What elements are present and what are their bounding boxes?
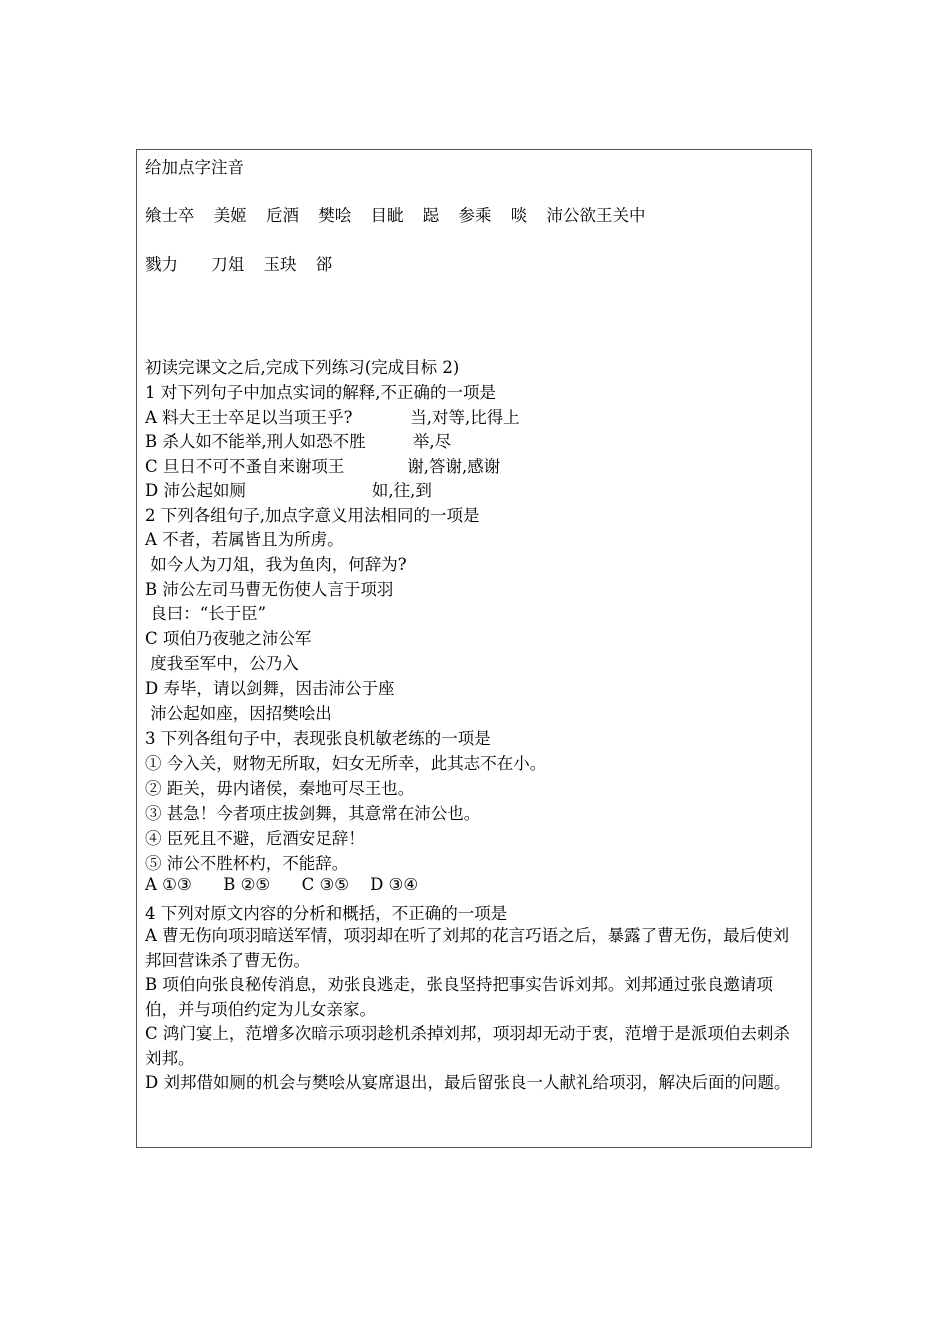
pinyin-row-2 [145, 251, 805, 275]
word: 郤 [315, 255, 333, 274]
text-line: ② 距关，毋内诸侯，秦地可尽王也。 [145, 779, 415, 798]
text-line: C 旦日不可不蚤自来谢项王 谢,答谢,感谢 [145, 457, 501, 476]
text-line: ① 今入关，财物无所取，妇女无所幸，此其志不在小。 [145, 754, 547, 773]
word: 刀俎 [211, 255, 245, 274]
text-line: 1 对下列句子中加点实词的解释,不正确的一项是 [145, 383, 496, 402]
word: 美姬 [213, 206, 247, 225]
word: 戮力 [145, 255, 178, 274]
text-line: ⑤ 沛公不胜杯杓，不能辞。 [145, 854, 349, 873]
text-line: A 料大王士卒足以当项王乎? 当,对等,比得上 [145, 408, 520, 427]
word: 啖 [510, 206, 528, 225]
text-line: 沛公起如座，因招樊哙出 [145, 704, 332, 723]
text-line: 度我至军中，公乃入 [145, 654, 299, 673]
option-paragraph: D 刘邦借如厕的机会与樊哙从宴席退出，最后留张良一人献礼给项羽，解决后面的问题。 [145, 1073, 791, 1092]
text-line: B 杀人如不能举,刑人如恐不胜 举,尽 [145, 432, 452, 451]
word: 卮酒 [266, 206, 299, 225]
pinyin-row-1 [145, 202, 805, 226]
word: 沛公欲王关中 [546, 206, 646, 225]
word: 目眦 [370, 206, 404, 225]
word: 跽 [422, 206, 440, 225]
text-line: B 沛公左司马曹无伤使人言于项羽 [145, 580, 394, 599]
option-paragraph: C 鸿门宴上，范增多次暗示项羽趁机杀掉刘邦，项羽却无动于衷，范增于是派项伯去刺杀刘邦。 [145, 1024, 790, 1068]
text-line: D 寿毕，请以剑舞，因击沛公于座 [145, 679, 395, 698]
option-paragraph: B 项伯向张良秘传消息，劝张良逃走，张良坚持把事实告诉刘邦。刘邦通过张良邀请项伯，并与项伯约定为儿女亲家。 [145, 975, 773, 1019]
option-paragraph: A 曹无伤向项羽暗送军情，项羽却在听了刘邦的花言巧语之后，暴露了曹无伤，最后使刘邦回营诛杀了曹无伤。 [145, 926, 790, 970]
text-line: 如今人为刀俎，我为鱼肉，何辞为? [145, 555, 407, 574]
word: 飨士卒 [145, 206, 195, 225]
text-line: 3 下列各组句子中，表现张良机敏老练的一项是 [145, 729, 491, 748]
text-line: 良曰：“长于臣” [145, 604, 267, 623]
text-line: 4 下列对原文内容的分析和概括，不正确的一项是 [145, 904, 508, 923]
text-line: D 沛公起如厕 如,往,到 [145, 481, 432, 500]
content-box [136, 149, 812, 1148]
pinyin-title: 给加点字注音 [145, 158, 244, 177]
text-line: A 不者，若属皆且为所虏。 [145, 530, 344, 549]
text-line: C 项伯乃夜驰之沛公军 [145, 629, 312, 648]
exercise-intro: 初读完课文之后,完成下列练习(完成目标 2) [145, 358, 460, 377]
text-line: ③ 甚急！今者项庄拔剑舞，其意常在沛公也。 [145, 804, 481, 823]
text-line: ④ 臣死且不避，卮酒安足辞！ [145, 829, 365, 848]
word: 樊哙 [318, 206, 352, 225]
text-line: 2 下列各组句子,加点字意义用法相同的一项是 [145, 506, 480, 525]
word: 玉玦 [263, 255, 297, 274]
text-line: A ①③ B ②⑤ C ③⑤ D ③④ [145, 875, 419, 894]
word: 参乘 [458, 206, 492, 225]
